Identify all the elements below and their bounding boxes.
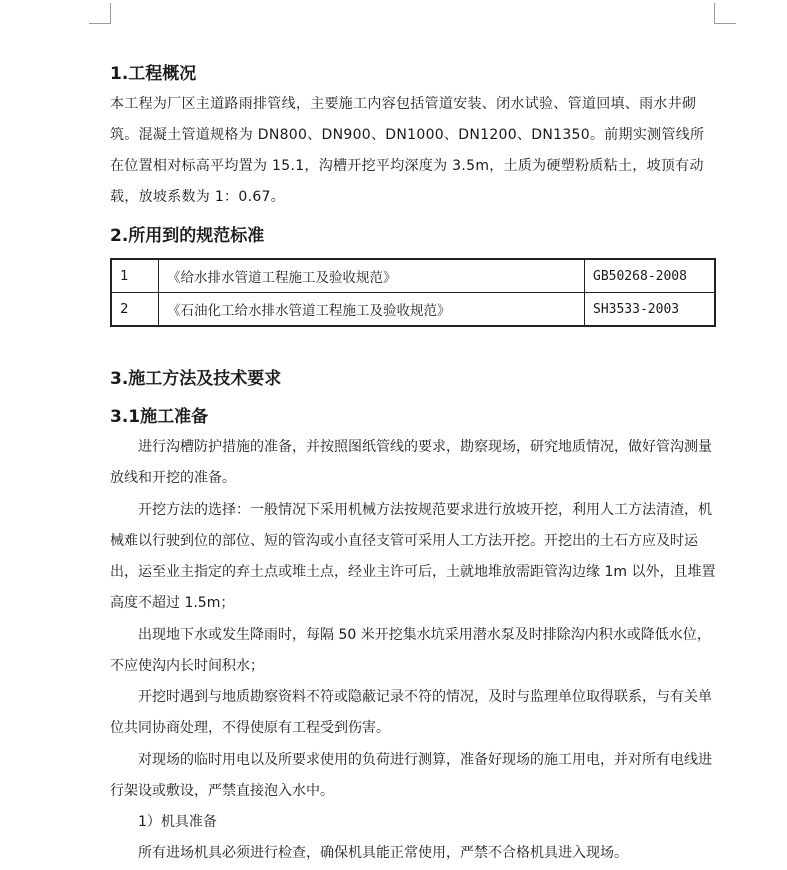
section3-1-heading: 3.1施工准备	[110, 407, 209, 427]
standard-code: GB50268-2008	[585, 259, 716, 293]
standard-title: 《给水排水管道工程施工及验收规范》	[159, 259, 585, 293]
item-label: 1）机具准备	[138, 814, 217, 830]
paragraph: 开挖方法的选择：一般情况下采用机械方法按规范要求进行放坡开挖，利用人工方法清渣，机械难以行驶到位的部位、短的管沟或小直径支管可采用人工方法开挖。开挖出的土石方应及时运出，运至业主指定的弃土点或堆土点，经业主许可后，土就地堆放需距管沟边缘 1m 以外，且堆置高度不超过 1.5m；	[110, 502, 716, 611]
page-corner-mark	[110, 3, 111, 23]
page-corner-mark	[714, 3, 715, 23]
standard-number: 2	[111, 293, 159, 327]
section1-body: 本工程为厂区主道路雨排管线，主要施工内容包括管道安装、闭水试验、管道回填、雨水井砌筑。混凝土管道规格为 DN800、DN900、DN1000、DN1200、DN1350。前期实测管线所在位置相对标高平均置为 15.1，沟槽开挖平均深度为 3.5m，土质为硬塑粉质粘土，坡顶有动载，放坡系数为 1：0.67。	[110, 96, 705, 205]
page-corner-mark	[714, 23, 736, 24]
paragraph: 进行沟槽防护措施的准备，并按照图纸管线的要求，勘察现场，研究地质情况，做好管沟测量放线和开挖的准备。	[110, 439, 712, 486]
paragraph: 开挖时遇到与地质勘察资料不符或隐蔽记录不符的情况，及时与监理单位取得联系，与有关单位共同协商处理，不得使原有工程受到伤害。	[110, 689, 712, 736]
page-corner-mark	[89, 23, 111, 24]
standards-table	[110, 258, 716, 327]
standard-title: 《石油化工给水排水管道工程施工及验收规范》	[159, 293, 585, 327]
standard-code: SH3533-2003	[585, 293, 716, 327]
table-row	[111, 293, 715, 327]
item-body: 所有进场机具必须进行检查，确保机具能正常使用，严禁不合格机具进入现场。	[138, 845, 628, 861]
table-row	[111, 259, 715, 293]
paragraph: 对现场的临时用电以及所要求使用的负荷进行测算，准备好现场的施工用电，并对所有电线进行架设或敷设，严禁直接泡入水中。	[110, 752, 712, 799]
section1-heading: 1.工程概况	[110, 64, 197, 84]
section3-heading: 3.施工方法及技术要求	[110, 369, 282, 389]
standard-number: 1	[111, 259, 159, 293]
paragraph: 出现地下水或发生降雨时，每隔 50 米开挖集水坑采用潜水泵及时排除沟内积水或降低水位，不应使沟内长时间积水；	[110, 627, 711, 674]
section2-heading: 2.所用到的规范标准	[110, 226, 265, 246]
